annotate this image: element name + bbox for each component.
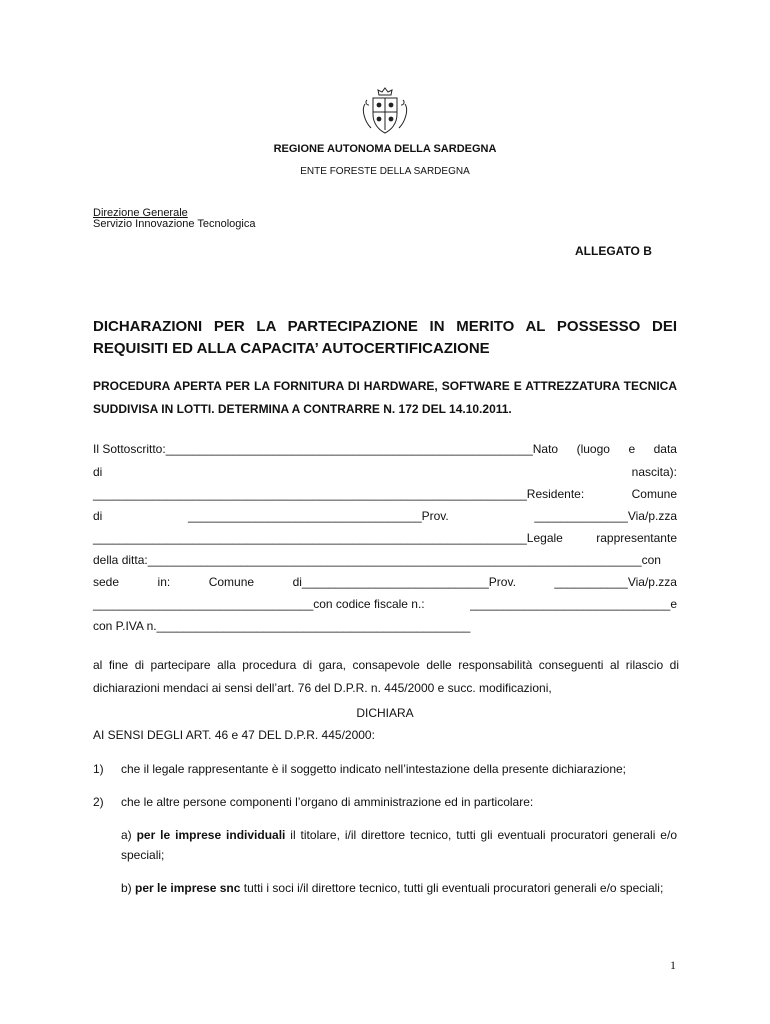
form-text: ___________________________________Prov. bbox=[188, 509, 449, 523]
form-text: ______________________________e bbox=[470, 597, 677, 611]
form-line-piva bbox=[93, 619, 677, 633]
form-text: Comune bbox=[631, 487, 677, 501]
page-number: 1 bbox=[670, 958, 676, 972]
form-text: in: bbox=[157, 575, 171, 589]
form-text: di bbox=[93, 465, 103, 479]
form-text: rappresentante bbox=[596, 531, 677, 545]
allegato-label: ALLEGATO B bbox=[575, 244, 652, 258]
form-text: ___________Via/p.zza bbox=[554, 575, 677, 589]
ai-sensi-heading: AI SENSI DEGLI ART. 46 e 47 DEL D.P.R. 445/2000: bbox=[93, 728, 375, 742]
document-title: DICHARAZIONI PER LA PARTECIPAZIONE IN MERITO AL POSSESSO DEI REQUISITI ED ALLA CAPACITA’ AUTOCERTIFICAZIONE bbox=[93, 318, 677, 357]
form-text: _________________________________con codice fiscale n.: bbox=[93, 597, 425, 611]
form-line-sottoscritto bbox=[93, 442, 677, 456]
direzione-label: Direzione Generale bbox=[93, 207, 188, 219]
ente-subtitle: ENTE FORESTE DELLA SARDEGNA bbox=[300, 166, 470, 177]
region-title: REGIONE AUTONOMA DELLA SARDEGNA bbox=[273, 143, 497, 155]
form-text: con P.IVA n._______________________________________________ bbox=[93, 619, 471, 633]
list-item-text: che le altre persone componenti l’organo di amministrazione ed in particolare: bbox=[121, 795, 534, 809]
sub-item-bold: per le imprese individuali bbox=[136, 828, 286, 842]
sub-item-a bbox=[121, 825, 677, 865]
list-item-number: 1) bbox=[93, 762, 104, 776]
list-item-text: che il legale rappresentante è il soggetto indicato nell’intestazione della presente dichiarazione; bbox=[121, 762, 626, 776]
sub-item-text: il titolare, i/il direttore tecnico, tutti gli eventuali procuratori generali e/o speciali; bbox=[121, 828, 677, 862]
form-text: della ditta:__________________________________________________________________________con bbox=[93, 553, 661, 567]
form-text: sede bbox=[93, 575, 120, 589]
form-text: (luogo bbox=[576, 442, 610, 456]
form-text: Il Sottoscritto:_______________________________________________________Nato bbox=[93, 442, 559, 456]
form-text: di bbox=[93, 509, 103, 523]
list-item-number: 2) bbox=[93, 795, 104, 809]
form-text: nascita): bbox=[631, 465, 677, 479]
sardinia-coat-of-arms-logo bbox=[361, 86, 409, 136]
form-text: Comune bbox=[208, 575, 255, 589]
form-line-comune bbox=[93, 509, 677, 523]
dichiara-heading: DICHIARA bbox=[356, 706, 414, 720]
form-text: _________________________________________________________________Legale bbox=[93, 531, 563, 545]
form-line-codice-fiscale bbox=[93, 597, 677, 611]
form-text: ______________Via/p.zza bbox=[534, 509, 677, 523]
form-text: e bbox=[628, 442, 636, 456]
form-text: data bbox=[653, 442, 677, 456]
form-line-residente bbox=[93, 487, 677, 501]
form-line-nascita bbox=[93, 465, 677, 479]
form-text: di____________________________Prov. bbox=[292, 575, 516, 589]
form-line-legale bbox=[93, 531, 677, 545]
al-fine-paragraph: al fine di partecipare alla procedura di gara, consapevole delle responsabilità conseguenti al rilascio di dichiarazioni mendaci ai sensi dell’art. 76 del D.P.R. n. 445/2000 e succ. modificazioni, bbox=[93, 658, 679, 695]
sub-item-text: tutti i soci i/il direttore tecnico, tutti gli eventuali procuratori generali e/o speciali; bbox=[240, 881, 664, 895]
sub-item-prefix: b) bbox=[121, 881, 136, 895]
sub-item-prefix: a) bbox=[121, 828, 137, 842]
sub-item-bold: per le imprese snc bbox=[135, 881, 241, 895]
servizio-label: Servizio Innovazione Tecnologica bbox=[93, 218, 256, 230]
sub-item-b bbox=[121, 878, 677, 898]
procedure-heading: PROCEDURA APERTA PER LA FORNITURA DI HARDWARE, SOFTWARE E ATTREZZATURA TECNICA SUDDIVISA IN LOTTI. DETERMINA A CONTRARRE N. 172 DEL 14.10.2011. bbox=[93, 379, 677, 416]
form-line-ditta bbox=[93, 553, 677, 567]
form-text: _________________________________________________________________Residente: bbox=[93, 487, 585, 501]
form-line-sede bbox=[93, 575, 677, 589]
